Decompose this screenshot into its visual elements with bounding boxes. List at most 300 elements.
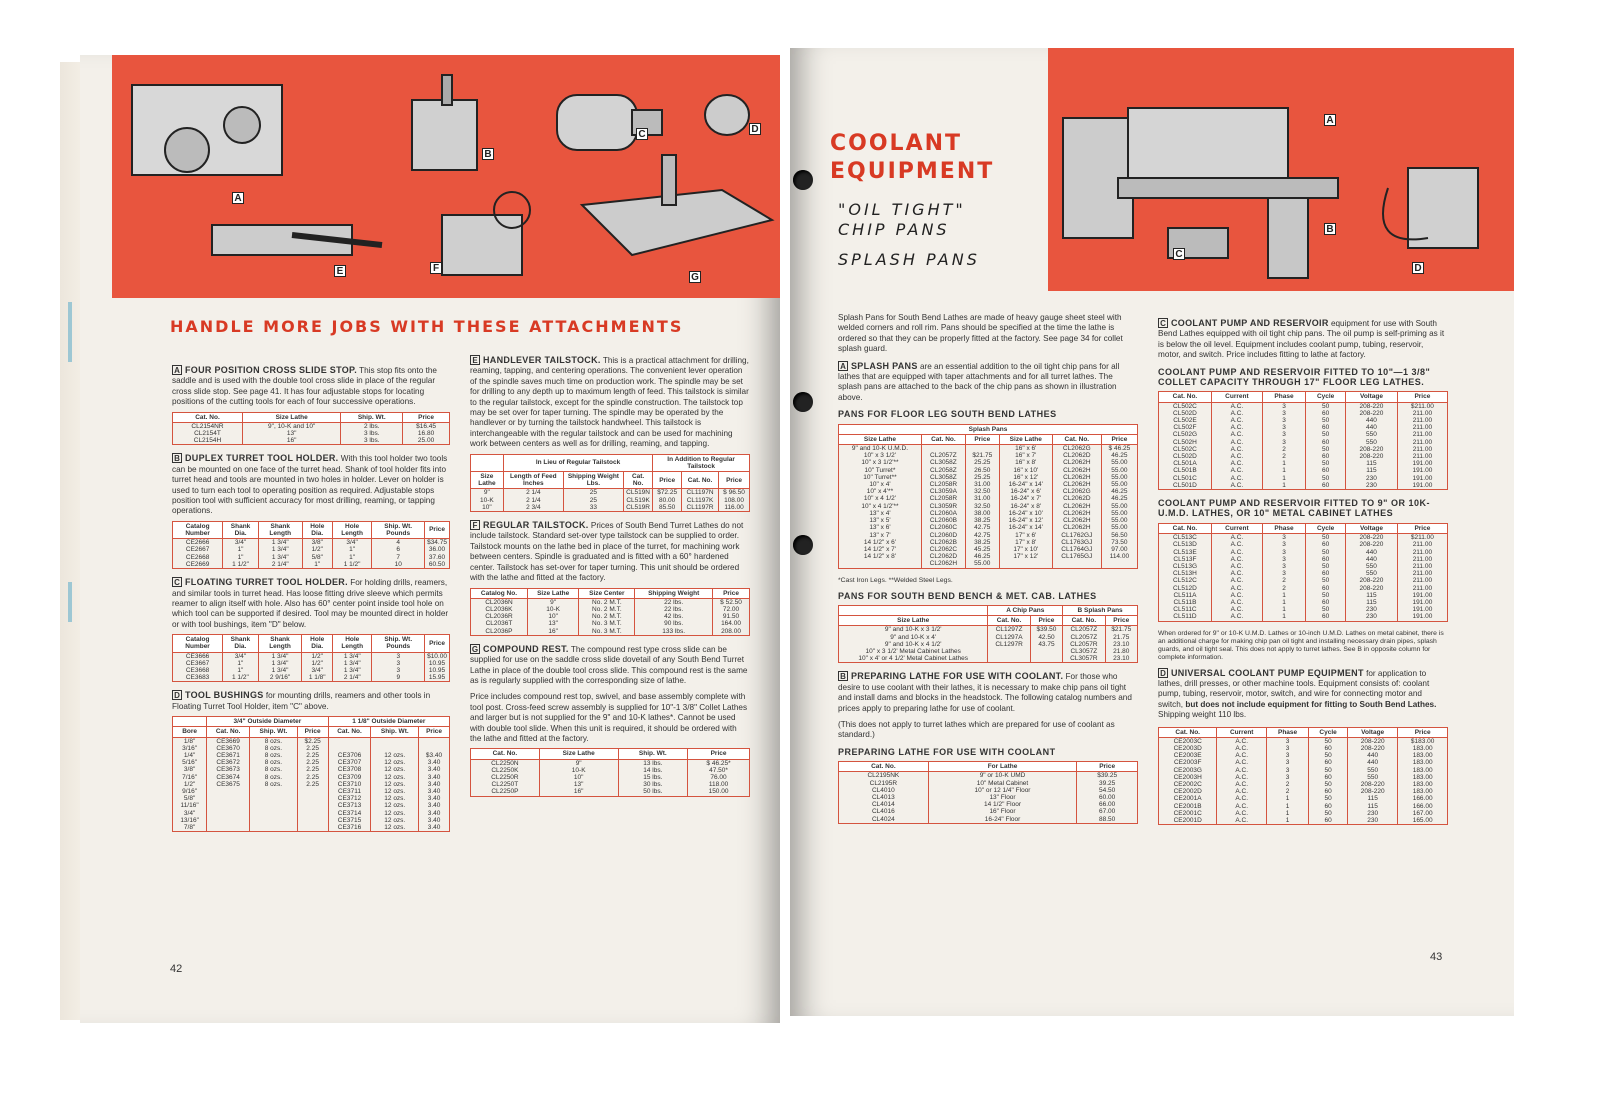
table-header: Price [297,727,328,737]
pump2-note: When ordered for 9" or 10-K U.M.D. Lathes or 10-inch U.M.D. Lathes on metal cabinet, there is an additional charge for making chip pan oil tight and installing necessary drain pipes, splash guards, and oil tight seal. This does not apply to turret lathes. See B in opposite column for complete information. [1158,629,1444,661]
table-cell [207,802,250,809]
table-cell: 16" [242,437,340,445]
table-cell: CL2036P [471,628,528,636]
table-header: Current [1211,523,1262,533]
table-cell: 13 lbs. [618,759,688,767]
table-row [839,553,1138,560]
table-cell: 550 [1348,774,1398,781]
table-row [1159,424,1448,431]
table-cell: CL511A [1159,592,1212,599]
table-cell: CE2002D [1159,788,1217,795]
table-row [173,788,450,795]
table-row [839,488,1138,495]
table-row [173,546,450,553]
table-cell: CL502F [1159,424,1212,431]
table-cell: 55.00 [1101,503,1137,510]
pump3-table [1158,727,1448,826]
table-cell: CL2036R [471,613,528,620]
table-cell: 3.40 [419,781,450,788]
table-header: Cat. No. [1159,392,1212,402]
table-cell: 42 lbs. [635,613,713,620]
table-row [839,626,1138,634]
table-row [1159,482,1448,490]
table-cell [1030,655,1062,663]
table-cell: CL3059R [921,503,965,510]
table-cell: 16-24" x 14' [999,481,1052,488]
table-cell: 1 [1267,810,1309,817]
section-title: DUPLEX TURRET TOOL HOLDER. [185,453,339,464]
table-cell: A.C. [1211,534,1262,542]
table-cell: A.C. [1217,810,1267,817]
table-cell: 50 [1306,431,1346,438]
table-row [1159,606,1448,613]
subtitle-chip-pans: CHIP PANS [838,220,950,239]
tag-a: A [232,192,244,204]
table-cell: 3.40 [419,774,450,781]
table-row [1159,467,1448,474]
table-cell: CL2250P [471,788,540,796]
table-row [1159,759,1448,766]
table-cell: CE2001C [1159,810,1217,817]
title-line-2: EQUIPMENT [830,159,995,184]
table-cell: 50 [1306,549,1346,556]
table-cell: CE3667 [173,660,223,667]
table-cell: 12 ozs. [371,766,419,773]
table-cell: 50 [1306,460,1346,467]
table-cell: 115 [1346,599,1398,606]
table-row [471,759,750,767]
table-cell: 30 lbs. [618,781,688,788]
table-cell: 80.00 [653,497,682,504]
table-row [1159,585,1448,592]
table-cell: 50 [1306,606,1346,613]
section-title: PREPARING LATHE FOR USE WITH COOLANT. [851,671,1064,682]
table-cell: CL3057R [1063,655,1105,663]
table-cell: A.C. [1211,431,1262,438]
table-cell [328,737,371,745]
table-row [839,634,1138,641]
table-row [1159,767,1448,774]
table-cell: A.C. [1211,439,1262,446]
table-cell: 2 1/4" [258,561,302,569]
section-text-bold: but does not include equipment for fitting to South Bend Lathes. [1185,699,1437,709]
table-cell: A.C. [1217,759,1267,766]
table-cell: 183.00 [1398,781,1448,788]
table-cell: CL1297A [988,634,1030,641]
table-cell: No. 2 M.T. [579,598,635,606]
table-cell: 1 [1262,475,1305,482]
page-number: 42 [170,963,183,975]
table-d [172,716,450,832]
table-cell: 1/8" [173,737,207,745]
section-text: for application to lathes, drill presses, or other machine tools. Equipment consists of: coolant pump, tubing, reservoir, motor, switch, and wire for connecting motor and switch, [1158,668,1430,709]
table-cell: 1 1/2" [223,561,259,569]
table-row [1159,577,1448,584]
section-title: COOLANT PUMP AND RESERVOIR [1171,318,1329,328]
table-row [1159,788,1448,795]
table-cell: CL1764GJ [1052,546,1101,553]
table-cell: 1" [223,667,259,674]
table-header: Ship. Wt. [371,727,419,737]
table-cell: 2 lbs. [341,422,403,430]
table-row [1159,774,1448,781]
table-cell: CL4014 [839,801,929,808]
table-header: Hole Length [333,635,372,652]
table-cell: 16" x 12' [999,474,1052,481]
table-cell: CL1197R [682,504,719,512]
table-cell: 50 [1306,592,1346,599]
table-cell: CL501C [1159,475,1212,482]
section-letter: B [838,671,848,681]
table-row [1159,402,1448,410]
table-cell: 3 [1262,402,1305,410]
table-row [1159,803,1448,810]
table-cell: CL2062H [1052,474,1101,481]
preparing-title: PREPARING LATHE FOR USE WITH COOLANT [838,746,1056,757]
table-cell: 60 [1309,774,1348,781]
table-cell [988,648,1030,655]
table-header: Price [1077,762,1138,772]
table-row [471,497,750,504]
table-cell: 50 [1306,577,1346,584]
table-cell [297,817,328,824]
table-cell: No. 2 M.T. [579,613,635,620]
table-cell: A.C. [1211,460,1262,467]
table-cell: 208-220 [1346,453,1398,460]
table-cell: 50 [1309,810,1348,817]
table-header: Shank Length [258,521,302,538]
table-cell: CL513D [1159,541,1212,548]
table-cell: 165.00 [1398,817,1448,825]
table-cell: 1/2" [302,652,333,660]
tag-b: B [1324,223,1336,235]
table-cell: CE2002C [1159,781,1217,788]
section-d [172,690,450,832]
section-text: for mounting drills, reamers and other tools in Floating Turret Tool Holder, item "C" above. [172,691,431,711]
table-cell: 1 [1267,803,1309,810]
section-letter: F [470,520,480,530]
table-cell: 9" or 10-K UMD [928,772,1077,780]
table-cell: CL2060C [921,524,965,531]
table-cell: 5/8" [302,554,332,561]
table-cell [965,445,999,453]
table-cell: 17" x 6' [999,532,1052,539]
table-cell: 1 [1262,482,1305,490]
table-row [1159,745,1448,752]
table-cell: 1 1/8" [302,674,333,682]
section-text: With this tool holder two tools can be mounted on one face of the turret head. Shank of tool holder fits into turret head and tools are mounted in two holes in holder. Lever on holder is used to turn each tool to operating position as required. Adjustable stops position tool with sufficient accuracy for most drilling, reaming, or tapping operations. [172,454,448,516]
table-cell: 3 [1262,424,1305,431]
table-cell [250,810,298,817]
table-cell: 12 ozs. [371,802,419,809]
table-cell: A.C. [1217,745,1267,752]
table-cell: 10.95 [425,660,450,667]
table-cell: 60 [1309,788,1348,795]
table-cell: 2.25 [297,766,328,773]
table-cell: 211.00 [1397,410,1447,417]
table-cell: 1 3/4" [258,660,302,667]
table-cell: 208-220 [1346,402,1398,410]
table-cell: 9" [471,489,504,497]
table-cell: 166.00 [1398,803,1448,810]
table-cell: CL3057Z [1063,648,1105,655]
table-row [839,794,1138,801]
table-header: Catalog Number [173,635,223,652]
table-cell: 33 [563,504,623,512]
table-cell: 14 1/2" x 6' [839,539,922,546]
tag-b: B [482,148,494,160]
table-cell: CE2003H [1159,774,1217,781]
table-group-header [173,717,207,727]
table-cell: 55.00 [1101,517,1137,524]
table-cell: 1/2" [173,781,207,788]
table-cell: CE3671 [207,752,250,759]
table-cell: CL1763GJ [1052,539,1101,546]
table-c [172,634,450,682]
table-cell: $72.25 [653,489,682,497]
section-text: Prices of South Bend Turret Lathes do not include tailstock. Standard set-over type tailstock can be supplied to order. Tailstock mounts on the lathe bed in place of the turret, for machining work between centers. Spindle is graduated and is fitted with a 60° hardened center. Tailstock has set-over for taper turning. This unit should be ordered with the lathe and fitted at the factory. [470,521,744,583]
table-cell: 3 [1262,534,1305,542]
table-header: Ship. Wt. [250,727,298,737]
table-cell: CL2062G [1052,488,1101,495]
table-cell [921,445,965,453]
table-cell: 183.00 [1398,752,1448,759]
table-cell: 12 ozs. [371,788,419,795]
table-cell: CL2250K [471,767,540,774]
table-header: Cycle [1309,727,1348,737]
table-cell: A.C. [1217,788,1267,795]
table-cell: CL2060A [921,510,965,517]
table-cell: CL2062G [1052,445,1101,453]
subtitle-splash-pans: SPLASH PANS [838,250,980,269]
table-group-header: In Addition to Regular Tailstock [653,454,750,471]
table-header: Price [403,412,450,422]
table-cell: $ 46.25* [688,759,750,767]
table-cell: 211.00 [1397,453,1447,460]
table-cell: CL1297Z [988,626,1030,634]
table-row [839,517,1138,524]
table-cell [250,802,298,809]
table-cell: A.C. [1217,803,1267,810]
table-cell: 191.00 [1397,613,1447,621]
table-cell: 76.00 [688,774,750,781]
table-header: Cat. No. [623,472,652,489]
table-cell: A.C. [1217,752,1267,759]
table-cell: 211.00 [1397,417,1447,424]
table-cell: CL2062H [1052,503,1101,510]
section-f [470,520,750,636]
table-cell: 1/2" [302,546,332,553]
table-cell: 60 [1306,541,1346,548]
table-header: Size Lathe [471,472,504,489]
table-cell: 50 [1309,752,1348,759]
table-cell: 3.40 [419,788,450,795]
table-cell: 2 [1262,585,1305,592]
table-cell: CE3709 [328,774,371,781]
table-cell: 8 ozs. [250,745,298,752]
table-cell: CL3058Z [921,459,965,466]
right-column [470,355,750,805]
table-cell: 16-24" x 10' [999,510,1052,517]
table-cell: 55.00 [1101,467,1137,474]
table-cell: 1 3/4" [333,652,372,660]
table-cell: 3 [1262,570,1305,577]
section-letter: D [172,690,182,700]
table-row [1159,592,1448,599]
table-cell: 3/4" [173,810,207,817]
table-cell: 8 ozs. [250,766,298,773]
table-group-header [839,605,988,615]
table-cell [999,560,1052,568]
table-cell: No. 3 M.T. [579,620,635,627]
table-cell: CE3675 [207,781,250,788]
table-header: Current [1211,392,1262,402]
table-row [471,620,750,627]
section-text: are an essential addition to the oil tight chip pans for all lathes that are equipped with taper attachments and for all turret lathes. The splash pans are attached to the back of the chip pans as shown in illustration above. [838,361,1120,402]
table-row [839,532,1138,539]
table-cell: 55.00 [1101,524,1137,531]
section-letter: E [470,355,480,365]
table-cell: CL513E [1159,549,1212,556]
table-cell: 9/16" [173,788,207,795]
tag-d: D [749,123,761,135]
table-cell: 1 3/4" [333,660,372,667]
table-cell: 7 [372,554,425,561]
table-cell [419,737,450,745]
table-row [173,759,450,766]
table-cell: 440 [1346,424,1398,431]
table-cell: 12 ozs. [371,781,419,788]
table-row [471,613,750,620]
table-row [173,561,450,569]
table-cell: 55.00 [1101,510,1137,517]
section-text-2: Price includes compound rest top, swivel, and base assembly complete with tool post. Cross-feed screw assembly is supplied for 10"-1 3/8" Collet Lathes and larger but is not supplied for the 9" and 10-K lathes*. Cannot be used with double tool slide. When this unit is required, it should be ordered with the lathe and fitted at the factory. [470,692,748,743]
table-header: Price [425,521,450,538]
table-cell [207,810,250,817]
table-cell: $211.00 [1397,402,1447,410]
section-title: HANDLEVER TAILSTOCK. [483,355,601,365]
table-cell: 211.00 [1397,563,1447,570]
table-cell: A.C. [1211,577,1262,584]
table-cell [1030,648,1062,655]
table-cell: 3 [1267,745,1309,752]
table-cell: CL2062C [921,546,965,553]
table-cell: CE3711 [328,788,371,795]
table-cell: CL511B [1159,599,1212,606]
table-cell: 46.25 [1101,452,1137,459]
table-cell: 25 [563,489,623,497]
table-cell: 14 1/2" x 8' [839,553,922,560]
table-cell: 50 [1306,563,1346,570]
table-cell: CE3713 [328,802,371,809]
table-cell: CL1765GJ [1052,553,1101,560]
table-cell: 10" Metal Cabinet [928,780,1077,787]
table-row [1159,563,1448,570]
table-row [839,510,1138,517]
section-letter: A [838,361,848,371]
table-row [839,459,1138,466]
table-cell: CL2060B [921,517,965,524]
table-cell: 440 [1348,752,1398,759]
table-cell: A.C. [1211,563,1262,570]
table-cell: 50 [1306,417,1346,424]
table-cell: CE3714 [328,810,371,817]
table-cell: 191.00 [1397,460,1447,467]
table-cell: CL513H [1159,570,1212,577]
table-header: Price [1101,434,1137,444]
table-cell: $34.75 [425,539,450,547]
table-cell: 1 3/4" [258,546,302,553]
table-cell: 118.00 [688,781,750,788]
table-header: Price [1398,727,1448,737]
table-cell: 50 lbs. [618,788,688,796]
floor-leg-note: *Cast Iron Legs. **Welded Steel Legs. [838,576,953,584]
table-cell: 25.25 [965,474,999,481]
table-cell: 1" [223,546,259,553]
table-cell: 16" Floor [928,808,1077,815]
table-header: Shank Length [258,635,302,652]
table-cell: 60 [1306,613,1346,621]
table-cell: $39.50 [1030,626,1062,634]
table-cell: 16" x 10' [999,467,1052,474]
table-cell: CL501A [1159,460,1212,467]
table-cell: 9" [539,759,618,767]
table-header: Cat. No. [173,412,243,422]
table-row [1159,417,1448,424]
table-cell: 211.00 [1397,541,1447,548]
table-cell: A.C. [1211,417,1262,424]
table-cell: 12 ozs. [371,759,419,766]
table-cell: 1 1/2" [332,561,371,569]
table-cell: CL2057Z [1063,626,1105,634]
table-cell: 10" x 3 1/2'** [839,459,922,466]
table-row [839,787,1138,794]
table-cell: A.C. [1217,781,1267,788]
table-cell: 2.25 [297,781,328,788]
table-row [1159,541,1448,548]
table-row [1159,410,1448,417]
table-cell: A.C. [1211,549,1262,556]
section-text: equipment for use with South Bend Lathes equipped with oil tight chip pans. The oil pump is self-priming as it is below the oil level. Equipment includes coolant pump, tubing, reservoir, motor, and switch. Price includes fitting to lathe at factory. [1158,319,1445,360]
title-line-1: COOLANT [830,131,963,156]
table-cell: CL2250N [471,759,540,767]
table-cell: 50 [1306,402,1346,410]
table-cell [297,824,328,832]
table-cell: 26.50 [965,467,999,474]
table-group-header: 3/4" Outside Diameter [207,717,328,727]
bench-table [838,605,1138,663]
table-header: Hole Length [332,521,371,538]
table-cell: 1 1/2" [223,674,259,682]
table-cell: CL502D [1159,410,1212,417]
table-cell: 55.00 [965,560,999,568]
table-cell: 3.40 [419,817,450,824]
table-cell: CL502D [1159,453,1212,460]
table-cell: 12 ozs. [371,774,419,781]
table-cell: CL502G [1159,431,1212,438]
table-cell: 21.80 [1105,648,1137,655]
table-row [839,546,1138,553]
table-header: Ship. Wt. [341,412,403,422]
table-cell: 1 3/4" [258,652,302,660]
subtitle-oil-tight: "OIL TIGHT" [838,200,966,219]
table-cell: 1 3/4" [333,667,372,674]
table-cell: 4 [372,539,425,547]
table-cell: 38.25 [965,517,999,524]
table-cell: 17" x 8' [999,539,1052,546]
table-cell: 3/4" [223,539,259,547]
table-cell: 60 [1306,482,1346,490]
